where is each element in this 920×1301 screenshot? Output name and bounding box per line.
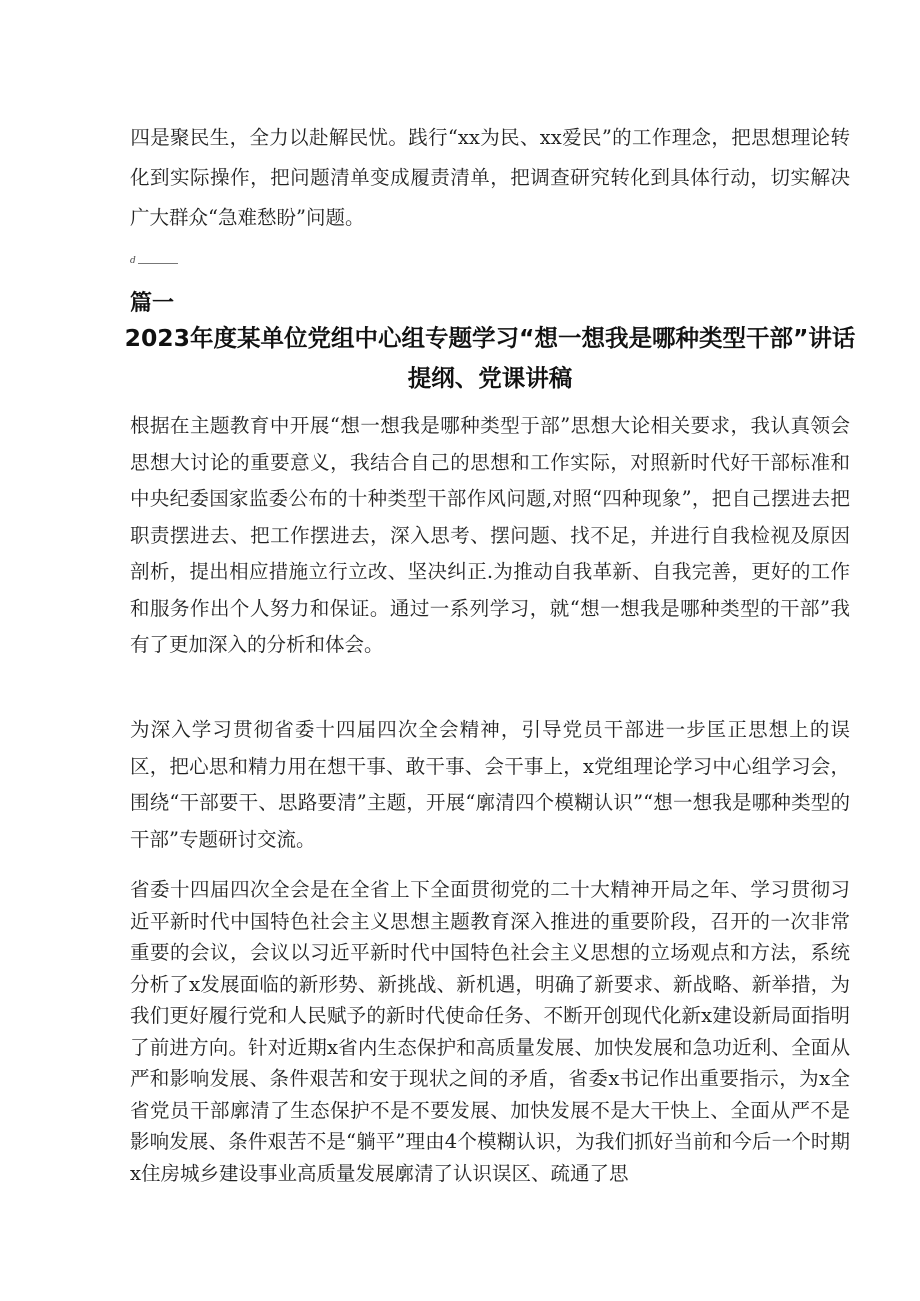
paragraph-intro-text: 四是聚民生，全力以赴解民忧。践行“xx为民、xx爱民”的工作理念，把思想理论转化到实际操作，把问题清单变成履责清单，把调查研究转化到具体行动，切实解决广大群众“急难愁盼”问题。	[130, 126, 850, 229]
paragraph-2: 为深入学习贯彻省委十四届四次全会精神，引导党员干部进一步匡正思想上的误区，把心思和精力用在想干事、敢干事、会干事上，x党组理论学习中心组学习会，围绕“干部要干、思路要清”主题，开展“廓清四个模糊认识”“想一想我是哪种类型的干部”专题研讨交流。	[130, 718, 850, 851]
section-marker-letter: d	[130, 256, 136, 266]
document-title: 2023年度某单位党组中心组专题学习“想一想我是哪种类型干部”讲话提纲、党课讲稿	[124, 324, 856, 392]
paragraph-3: 省委十四届四次全会是在全省上下全面贯彻党的二十大精神开局之年、学习贯彻习近平新时代中国特色社会主义思想主题教育深入推进的重要阶段，召开的一次非常重要的会议，会议以习近平新时代中国特色社会主义思想的立场观点和方法，系统分析了x发展面临的新形势、新挑战、新机遇，明确了新要求、新战略、新举措，为我们更好履行党和人民赋予的新时代使命任务、不断开创现代化新x建设新局面指明了前进方向。针对近期x省内生态保护和高质量发展、加快发展和急功近利、全面从严和影响发展、条件艰苦和安于现状之间的矛盾，省委x书记作出重要指示，为x全省党员干部廓清了生态保护不是不要发展、加快发展不是大干快上、全面从严不是影响发展、条件艰苦不是“躺平”理由4个模糊认识，为我们抓好当前和今后一个时期x住房城乡建设事业高质量发展廓清了认识误区、疏通了思	[130, 878, 850, 1185]
paragraph-intro	[130, 118, 850, 238]
section-label: 篇一	[130, 291, 175, 316]
section-marker-rule	[138, 263, 178, 264]
section-marker	[130, 256, 178, 266]
paragraph-1: 根据在主题教育中开展“想一想我是哪种类型于部”思想大论相关要求，我认真领会思想大讨论的重要意义，我结合自己的思想和工作实际，对照新时代好干部标准和中央纪委国家监委公布的十种类型干部作风问题,对照“四种现象”，把自己摆进去把职责摆进去、把工作摆进去，深入思考、摆问题、找不足，并进行自我检视及原因剖析，提出相应措施立行立改、坚决纠正.为推动自我革新、自我完善，更好的工作和服务作出个人努力和保证。通过一系列学习，就“想一想我是哪种类型的干部”我有了更加深入的分析和体会。	[130, 414, 850, 656]
